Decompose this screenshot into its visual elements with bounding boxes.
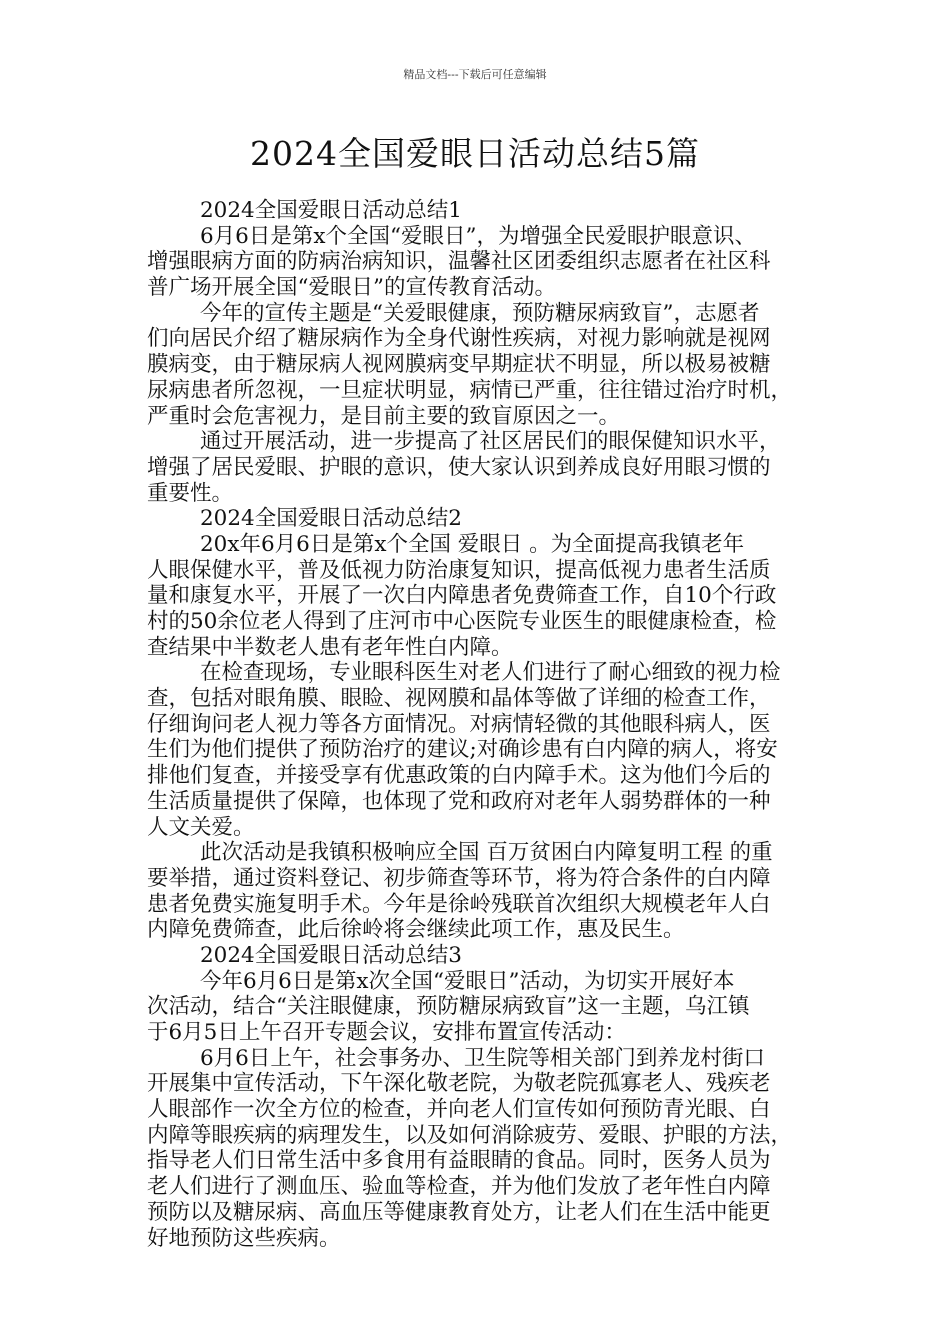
text-line: 2024全国爱眼日活动总结1 [200,198,462,223]
text-line: 老人们进行了测血压、验血等检查，并为他们发放了老年性白内障 [147,1174,771,1200]
text-line: 查，包括对眼角膜、眼睑、视网膜和晶体等做了详细的检查工作， [147,686,771,712]
text-line: 指导老人们日常生活中多食用有益眼睛的食品。同时，医务人员为 [147,1148,771,1174]
text-line: 膜病变，由于糖尿病人视网膜病变早期症状不明显，所以极易被糖 [147,352,771,378]
text-line: 患者免费实施复明手术。今年是徐岭残联首次组织大规模老年人白 [147,891,771,917]
text-line: 严重时会危害视力，是目前主要的致盲原因之一。 [147,403,621,429]
text-line: 排他们复查，并接受享有优惠政策的白内障手术。这为他们今后的 [147,763,771,789]
text-line: 量和康复水平，开展了一次白内障患者免费筛查工作，自10个行政 [147,583,777,609]
text-line: 次活动，结合“关注眼健康，预防糖尿病致盲”这一主题，乌江镇 [147,994,750,1020]
text-line: 增强眼病方面的防病治病知识，温馨社区团委组织志愿者在社区科 [147,249,771,275]
text-line: 生们为他们提供了预防治疗的建议;对确诊患有白内障的病人，将安 [147,737,778,763]
text-line: 人眼保健水平，普及低视力防治康复知识，提高低视力患者生活质 [147,557,771,583]
text-line: 好地预防这些疾病。 [147,1225,341,1251]
text-line: 于6月5日上午召开专题会议，安排布置宣传活动： [147,1020,626,1045]
text-line: 内障等眼疾病的病理发生，以及如何消除疲劳、爱眼、护眼的方法， [147,1122,793,1148]
text-line: 人文关爱。 [147,814,255,840]
document-title: 2024全国爱眼日活动总结5篇 [250,134,700,173]
text-line: 村的50余位老人得到了庄河市中心医院专业医生的眼健康检查，检 [147,609,777,634]
text-line: 要举措，通过资料登记、初步筛查等环节，将为符合条件的白内障 [147,865,771,891]
document-body [147,198,827,1251]
text-line: 此次活动是我镇积极响应全国 百万贫困白内障复明工程 的重 [200,840,773,866]
text-line: 6月6日上午，社会事务办、卫生院等相关部门到养龙村街口 [200,1045,765,1071]
text-line: 内障免费筛查，此后徐岭将会继续此项工作，惠及民生。 [147,917,685,943]
text-line: 重要性。 [147,480,234,506]
text-line: 生活质量提供了保障，也体现了党和政府对老年人弱势群体的一种 [147,788,771,814]
text-line: 增强了居民爱眼、护眼的意识，使大家认识到养成良好用眼习惯的 [147,454,771,480]
text-line: 普广场开展全国“爱眼日”的宣传教育活动。 [147,275,556,301]
text-line: 在检查现场，专业眼科医生对老人们进行了耐心细致的视力检 [200,660,781,686]
text-line: 开展集中宣传活动，下午深化敬老院，为敬老院孤寡老人、残疾老 [147,1071,771,1097]
text-line: 6月6日是第x个全国“爱眼日”，为增强全民爱眼护眼意识、 [200,223,756,249]
text-line: 尿病患者所忽视，一旦症状明显，病情已严重，往往错过治疗时机， [147,377,793,403]
header-note: 精品文档---下载后可任意编辑 [403,68,547,81]
text-line: 通过开展活动，进一步提高了社区居民们的眼保健知识水平， [200,429,781,455]
text-line: 今年的宣传主题是“关爱眼健康，预防糖尿病致盲”，志愿者 [200,300,760,326]
text-line: 2024全国爱眼日活动总结2 [200,506,462,532]
text-line: 仔细询问老人视力等各方面情况。对病情轻微的其他眼科病人，医 [147,711,771,737]
text-line: 预防以及糖尿病、高血压等健康教育处方，让老人们在生活中能更 [147,1199,771,1225]
text-line: 今年6月6日是第x次全国“爱眼日”活动，为切实开展好本 [200,968,735,994]
text-line: 们向居民介绍了糖尿病作为全身代谢性疾病，对视力影响就是视网 [147,326,771,352]
text-line: 查结果中半数老人患有老年性白内障。 [147,634,513,660]
text-line: 人眼部作一次全方位的检查，并向老人们宣传如何预防青光眼、白 [147,1097,771,1123]
text-line: 20x年6月6日是第x个全国 爱眼日 。为全面提高我镇老年 [200,531,745,557]
text-line: 2024全国爱眼日活动总结3 [200,942,462,968]
